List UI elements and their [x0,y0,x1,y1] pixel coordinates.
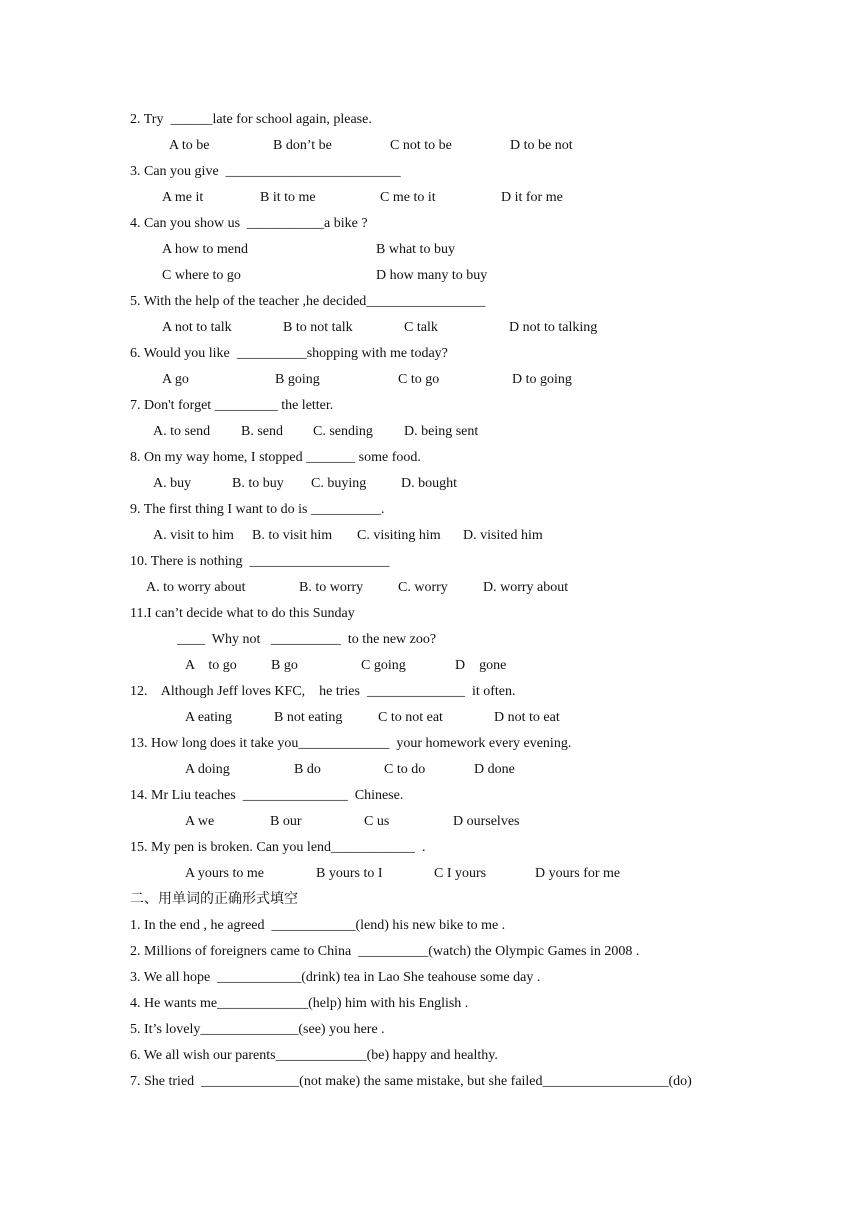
option: B our [270,814,302,829]
option: C to do [384,762,426,777]
option: D yours for me [535,866,621,881]
option: A to go [185,658,237,673]
option: B yours to I [316,866,383,881]
option: B. send [241,424,283,439]
question-stem: 10. There is nothing ____________________ [130,554,390,569]
option: B. to buy [232,476,284,491]
question-stem: 9. The first thing I want to do is __________. [130,502,385,517]
fill-in-item: 2. Millions of foreigners came to China __________(watch) the Olympic Games in 2008 . [130,944,640,959]
option: C me to it [380,190,436,205]
question-stem: 7. Don't forget _________ the letter. [130,398,334,413]
fill-in-item: 4. He wants me_____________(help) him with his English . [130,996,469,1011]
option: A to be [169,138,210,153]
option: B to not talk [283,320,353,335]
question-stem: 5. With the help of the teacher ,he decided_________________ [130,294,486,309]
option: A. to send [153,424,211,439]
option: B don’t be [273,138,332,153]
option: B going [275,372,320,387]
option: C to not eat [378,710,443,725]
question-stem: 14. Mr Liu teaches _______________ Chinese. [130,788,404,803]
option: D to be not [510,138,573,153]
option: A doing [185,762,230,777]
option: C talk [404,320,438,335]
question-stem: 12. Although Jeff loves KFC, he tries ______________ it often. [130,684,516,699]
option: D not to talking [509,320,598,335]
option: A we [185,814,215,829]
option: C us [364,814,390,829]
fill-in-item: 6. We all wish our parents_____________(be) happy and healthy. [130,1048,498,1063]
option: B it to me [260,190,316,205]
option: A go [162,372,189,387]
question-stem: 4. Can you show us ___________a bike ? [130,216,368,231]
fill-in-item: 5. It’s lovely______________(see) you here . [130,1022,385,1037]
option: A yours to me [185,866,264,881]
option: B. to worry [299,580,364,595]
question-stem: 3. Can you give _________________________ [130,164,401,179]
option: B go [271,658,298,673]
question-stem: 13. How long does it take you_____________ your homework every evening. [130,736,572,751]
fill-in-item: 7. She tried ______________(not make) the same mistake, but she failed__________________(do) [130,1074,692,1089]
option: A. visit to him [153,528,234,543]
option: C. sending [313,424,373,439]
question-stem: 15. My pen is broken. Can you lend____________ . [130,840,426,855]
question-stem: 2. Try ______late for school again, please. [130,112,372,127]
fill-in-item: 3. We all hope ____________(drink) tea in Lao She teahouse some day . [130,970,541,985]
option: C. visiting him [357,528,441,543]
option: C going [361,658,406,673]
question-stem-dialogue: ____ Why not __________ to the new zoo? [177,632,437,647]
option: A not to talk [162,320,232,335]
option: A. to worry about [146,580,246,595]
option: D. bought [401,476,457,491]
option: D. being sent [404,424,479,439]
option: D done [474,762,515,777]
option: D it for me [501,190,563,205]
option: C. buying [311,476,367,491]
section-title: 二、用单词的正确形式填空 [130,892,298,907]
option: C to go [398,372,440,387]
option: D ourselves [453,814,520,829]
question-stem: 8. On my way home, I stopped _______ some food. [130,450,421,465]
option: D how many to buy [376,268,488,283]
option: D not to eat [494,710,560,725]
option: B not eating [274,710,343,725]
option: A me it [162,190,204,205]
option: C I yours [434,866,487,881]
option: B what to buy [376,242,455,257]
option: A how to mend [162,242,248,257]
option: D gone [455,658,507,673]
option: B do [294,762,321,777]
option: A. buy [153,476,192,491]
question-stem: 6. Would you like __________shopping with me today? [130,346,448,361]
question-stem: 11.I can’t decide what to do this Sunday [130,606,355,621]
option: B. to visit him [252,528,333,543]
option: C not to be [390,138,452,153]
option: C where to go [162,268,241,283]
option: D. worry about [483,580,569,595]
option: D. visited him [463,528,543,543]
option: C. worry [398,580,448,595]
option: D to going [512,372,572,387]
option: A eating [185,710,233,725]
fill-in-item: 1. In the end , he agreed ____________(lend) his new bike to me . [130,918,506,933]
